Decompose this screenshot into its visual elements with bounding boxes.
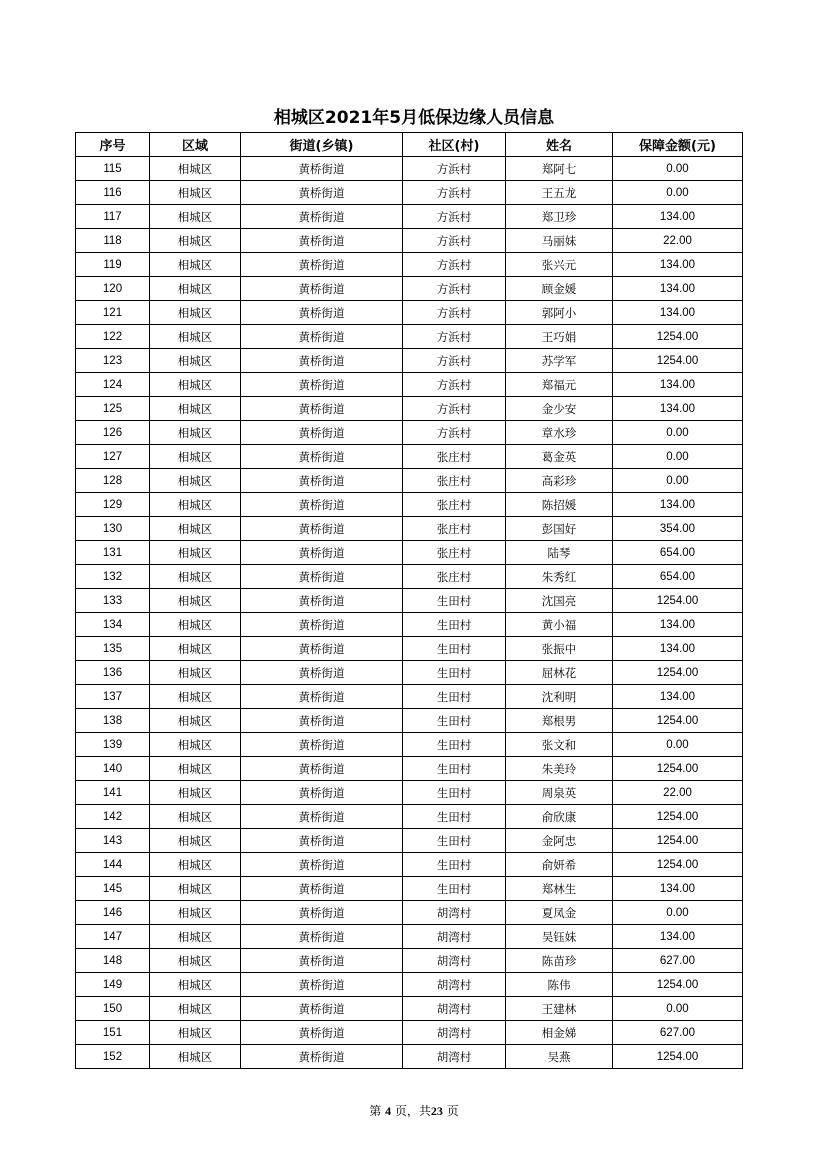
cell-name: 顾金媛 (506, 277, 613, 301)
cell-community: 生田村 (403, 685, 506, 709)
cell-street: 黄桥街道 (241, 805, 403, 829)
table-row (76, 253, 743, 277)
cell-amount: 0.00 (613, 181, 743, 205)
cell-district: 相城区 (150, 445, 241, 469)
cell-amount: 354.00 (613, 517, 743, 541)
cell-street: 黄桥街道 (241, 733, 403, 757)
cell-amount: 0.00 (613, 421, 743, 445)
cell-amount: 134.00 (613, 685, 743, 709)
cell-seq: 140 (76, 757, 150, 781)
cell-name: 陈苗珍 (506, 949, 613, 973)
cell-seq: 134 (76, 613, 150, 637)
cell-district: 相城区 (150, 1045, 241, 1069)
cell-street: 黄桥街道 (241, 469, 403, 493)
cell-name: 俞妍希 (506, 853, 613, 877)
table-row (76, 901, 743, 925)
cell-community: 张庄村 (403, 517, 506, 541)
cell-district: 相城区 (150, 469, 241, 493)
cell-name: 相金娣 (506, 1021, 613, 1045)
cell-amount: 134.00 (613, 301, 743, 325)
footer-middle: 页，共 (394, 1104, 431, 1118)
cell-district: 相城区 (150, 1021, 241, 1045)
cell-community: 生田村 (403, 877, 506, 901)
cell-seq: 135 (76, 637, 150, 661)
cell-community: 胡湾村 (403, 1021, 506, 1045)
cell-seq: 120 (76, 277, 150, 301)
cell-street: 黄桥街道 (241, 325, 403, 349)
table-row (76, 925, 743, 949)
cell-name: 俞欣康 (506, 805, 613, 829)
cell-street: 黄桥街道 (241, 253, 403, 277)
column-header-seq: 序号 (76, 133, 150, 157)
table-row (76, 157, 743, 181)
table-row (76, 277, 743, 301)
cell-seq: 131 (76, 541, 150, 565)
table-row (76, 757, 743, 781)
cell-street: 黄桥街道 (241, 517, 403, 541)
cell-district: 相城区 (150, 757, 241, 781)
cell-street: 黄桥街道 (241, 445, 403, 469)
cell-name: 周泉英 (506, 781, 613, 805)
cell-street: 黄桥街道 (241, 493, 403, 517)
cell-amount: 0.00 (613, 469, 743, 493)
cell-district: 相城区 (150, 997, 241, 1021)
cell-amount: 22.00 (613, 781, 743, 805)
cell-district: 相城区 (150, 349, 241, 373)
cell-district: 相城区 (150, 181, 241, 205)
cell-amount: 134.00 (613, 373, 743, 397)
cell-district: 相城区 (150, 325, 241, 349)
cell-name: 苏学军 (506, 349, 613, 373)
cell-district: 相城区 (150, 709, 241, 733)
cell-street: 黄桥街道 (241, 229, 403, 253)
cell-amount: 134.00 (613, 205, 743, 229)
cell-name: 高彩珍 (506, 469, 613, 493)
cell-street: 黄桥街道 (241, 829, 403, 853)
cell-district: 相城区 (150, 877, 241, 901)
table-row (76, 565, 743, 589)
cell-district: 相城区 (150, 421, 241, 445)
cell-community: 胡湾村 (403, 973, 506, 997)
cell-community: 方浜村 (403, 397, 506, 421)
cell-amount: 134.00 (613, 277, 743, 301)
cell-seq: 126 (76, 421, 150, 445)
cell-amount: 1254.00 (613, 757, 743, 781)
cell-name: 马丽妹 (506, 229, 613, 253)
cell-seq: 151 (76, 1021, 150, 1045)
cell-name: 朱秀红 (506, 565, 613, 589)
table-header-row (76, 133, 743, 157)
cell-community: 胡湾村 (403, 925, 506, 949)
table-row (76, 181, 743, 205)
cell-community: 方浜村 (403, 373, 506, 397)
cell-district: 相城区 (150, 613, 241, 637)
cell-amount: 1254.00 (613, 589, 743, 613)
cell-community: 方浜村 (403, 325, 506, 349)
cell-district: 相城区 (150, 517, 241, 541)
cell-street: 黄桥街道 (241, 853, 403, 877)
cell-seq: 142 (76, 805, 150, 829)
cell-seq: 128 (76, 469, 150, 493)
cell-name: 王巧娟 (506, 325, 613, 349)
cell-seq: 133 (76, 589, 150, 613)
cell-street: 黄桥街道 (241, 205, 403, 229)
cell-street: 黄桥街道 (241, 949, 403, 973)
table-row (76, 229, 743, 253)
table-row (76, 1045, 743, 1069)
cell-community: 方浜村 (403, 157, 506, 181)
table-row (76, 877, 743, 901)
cell-seq: 123 (76, 349, 150, 373)
cell-community: 方浜村 (403, 349, 506, 373)
table-row (76, 805, 743, 829)
cell-name: 郑阿七 (506, 157, 613, 181)
cell-seq: 141 (76, 781, 150, 805)
cell-seq: 117 (76, 205, 150, 229)
cell-district: 相城区 (150, 637, 241, 661)
cell-community: 生田村 (403, 757, 506, 781)
cell-district: 相城区 (150, 205, 241, 229)
cell-amount: 1254.00 (613, 349, 743, 373)
table-row (76, 421, 743, 445)
table-row (76, 373, 743, 397)
cell-district: 相城区 (150, 973, 241, 997)
cell-seq: 150 (76, 997, 150, 1021)
cell-street: 黄桥街道 (241, 541, 403, 565)
cell-street: 黄桥街道 (241, 661, 403, 685)
table-row (76, 205, 743, 229)
cell-community: 张庄村 (403, 565, 506, 589)
cell-name: 陈伟 (506, 973, 613, 997)
cell-community: 张庄村 (403, 493, 506, 517)
cell-street: 黄桥街道 (241, 565, 403, 589)
cell-seq: 152 (76, 1045, 150, 1069)
cell-district: 相城区 (150, 853, 241, 877)
cell-seq: 115 (76, 157, 150, 181)
cell-amount: 627.00 (613, 1021, 743, 1045)
cell-district: 相城区 (150, 277, 241, 301)
table-row (76, 829, 743, 853)
table-row (76, 493, 743, 517)
table-row (76, 613, 743, 637)
cell-seq: 122 (76, 325, 150, 349)
cell-name: 金阿忠 (506, 829, 613, 853)
footer-prefix: 第 (369, 1104, 382, 1118)
table-row (76, 469, 743, 493)
cell-name: 张振中 (506, 637, 613, 661)
cell-seq: 121 (76, 301, 150, 325)
cell-community: 方浜村 (403, 301, 506, 325)
table-row (76, 637, 743, 661)
cell-district: 相城区 (150, 397, 241, 421)
cell-street: 黄桥街道 (241, 757, 403, 781)
cell-amount: 134.00 (613, 877, 743, 901)
cell-name: 夏凤金 (506, 901, 613, 925)
footer-suffix: 页 (446, 1104, 459, 1118)
cell-amount: 134.00 (613, 493, 743, 517)
cell-community: 胡湾村 (403, 997, 506, 1021)
cell-name: 朱美玲 (506, 757, 613, 781)
cell-name: 屈林花 (506, 661, 613, 685)
cell-name: 郑卫珍 (506, 205, 613, 229)
cell-community: 方浜村 (403, 181, 506, 205)
cell-district: 相城区 (150, 229, 241, 253)
table-row (76, 325, 743, 349)
column-header-amount: 保障金额(元) (613, 133, 743, 157)
cell-amount: 0.00 (613, 997, 743, 1021)
cell-street: 黄桥街道 (241, 925, 403, 949)
cell-community: 生田村 (403, 709, 506, 733)
column-header-district: 区域 (150, 133, 241, 157)
cell-district: 相城区 (150, 661, 241, 685)
table-row (76, 781, 743, 805)
cell-community: 生田村 (403, 781, 506, 805)
cell-amount: 1254.00 (613, 325, 743, 349)
cell-street: 黄桥街道 (241, 157, 403, 181)
cell-community: 生田村 (403, 661, 506, 685)
cell-street: 黄桥街道 (241, 1021, 403, 1045)
cell-seq: 129 (76, 493, 150, 517)
cell-community: 方浜村 (403, 253, 506, 277)
cell-community: 胡湾村 (403, 949, 506, 973)
cell-seq: 149 (76, 973, 150, 997)
cell-street: 黄桥街道 (241, 613, 403, 637)
cell-seq: 143 (76, 829, 150, 853)
cell-district: 相城区 (150, 157, 241, 181)
cell-street: 黄桥街道 (241, 349, 403, 373)
cell-seq: 136 (76, 661, 150, 685)
table-row (76, 733, 743, 757)
cell-street: 黄桥街道 (241, 709, 403, 733)
cell-name: 郑福元 (506, 373, 613, 397)
cell-community: 张庄村 (403, 445, 506, 469)
cell-community: 张庄村 (403, 541, 506, 565)
cell-community: 张庄村 (403, 469, 506, 493)
cell-district: 相城区 (150, 565, 241, 589)
cell-community: 生田村 (403, 829, 506, 853)
cell-seq: 138 (76, 709, 150, 733)
cell-seq: 118 (76, 229, 150, 253)
cell-street: 黄桥街道 (241, 637, 403, 661)
cell-amount: 1254.00 (613, 805, 743, 829)
cell-name: 沈利明 (506, 685, 613, 709)
cell-name: 王建林 (506, 997, 613, 1021)
cell-street: 黄桥街道 (241, 685, 403, 709)
cell-seq: 148 (76, 949, 150, 973)
table-row (76, 973, 743, 997)
cell-amount: 0.00 (613, 445, 743, 469)
cell-seq: 130 (76, 517, 150, 541)
cell-street: 黄桥街道 (241, 877, 403, 901)
page-footer (0, 1102, 828, 1119)
cell-seq: 119 (76, 253, 150, 277)
table-body (76, 157, 743, 1069)
cell-name: 郑根男 (506, 709, 613, 733)
cell-amount: 627.00 (613, 949, 743, 973)
table-row (76, 685, 743, 709)
cell-district: 相城区 (150, 925, 241, 949)
cell-amount: 654.00 (613, 565, 743, 589)
cell-name: 张文和 (506, 733, 613, 757)
cell-community: 胡湾村 (403, 901, 506, 925)
cell-street: 黄桥街道 (241, 301, 403, 325)
cell-seq: 145 (76, 877, 150, 901)
cell-name: 彭国好 (506, 517, 613, 541)
table-row (76, 301, 743, 325)
cell-district: 相城区 (150, 253, 241, 277)
cell-street: 黄桥街道 (241, 181, 403, 205)
cell-amount: 1254.00 (613, 1045, 743, 1069)
cell-amount: 1254.00 (613, 853, 743, 877)
cell-district: 相城区 (150, 373, 241, 397)
cell-amount: 0.00 (613, 733, 743, 757)
cell-street: 黄桥街道 (241, 373, 403, 397)
cell-seq: 139 (76, 733, 150, 757)
cell-street: 黄桥街道 (241, 397, 403, 421)
table-row (76, 517, 743, 541)
cell-amount: 1254.00 (613, 829, 743, 853)
cell-community: 生田村 (403, 733, 506, 757)
cell-seq: 127 (76, 445, 150, 469)
table-row (76, 853, 743, 877)
column-header-street: 街道(乡镇) (241, 133, 403, 157)
cell-name: 金少安 (506, 397, 613, 421)
cell-amount: 134.00 (613, 253, 743, 277)
cell-community: 方浜村 (403, 229, 506, 253)
cell-district: 相城区 (150, 301, 241, 325)
cell-seq: 125 (76, 397, 150, 421)
cell-amount: 0.00 (613, 157, 743, 181)
cell-community: 方浜村 (403, 277, 506, 301)
cell-district: 相城区 (150, 541, 241, 565)
cell-district: 相城区 (150, 781, 241, 805)
cell-street: 黄桥街道 (241, 997, 403, 1021)
cell-district: 相城区 (150, 685, 241, 709)
table-row (76, 445, 743, 469)
cell-name: 吴钰妹 (506, 925, 613, 949)
cell-district: 相城区 (150, 589, 241, 613)
cell-amount: 22.00 (613, 229, 743, 253)
cell-district: 相城区 (150, 949, 241, 973)
cell-name: 郭阿小 (506, 301, 613, 325)
cell-amount: 1254.00 (613, 973, 743, 997)
table-row (76, 397, 743, 421)
cell-amount: 134.00 (613, 613, 743, 637)
cell-street: 黄桥街道 (241, 421, 403, 445)
table-row (76, 949, 743, 973)
cell-community: 生田村 (403, 853, 506, 877)
cell-street: 黄桥街道 (241, 277, 403, 301)
cell-street: 黄桥街道 (241, 781, 403, 805)
cell-name: 张兴元 (506, 253, 613, 277)
cell-street: 黄桥街道 (241, 589, 403, 613)
table-row (76, 349, 743, 373)
data-table (75, 132, 743, 1069)
cell-district: 相城区 (150, 901, 241, 925)
page-title: 相城区2021年5月低保边缘人员信息 (273, 108, 555, 128)
table-row (76, 661, 743, 685)
cell-community: 方浜村 (403, 421, 506, 445)
cell-amount: 654.00 (613, 541, 743, 565)
column-header-community: 社区(村) (403, 133, 506, 157)
cell-street: 黄桥街道 (241, 1045, 403, 1069)
cell-name: 陆琴 (506, 541, 613, 565)
cell-community: 方浜村 (403, 205, 506, 229)
table-row (76, 709, 743, 733)
table-row (76, 1021, 743, 1045)
cell-name: 吴燕 (506, 1045, 613, 1069)
cell-community: 生田村 (403, 637, 506, 661)
footer-page-number: 4 (385, 1104, 392, 1118)
cell-amount: 0.00 (613, 901, 743, 925)
cell-seq: 124 (76, 373, 150, 397)
column-header-name: 姓名 (506, 133, 613, 157)
cell-district: 相城区 (150, 829, 241, 853)
cell-name: 黄小福 (506, 613, 613, 637)
cell-seq: 146 (76, 901, 150, 925)
cell-amount: 1254.00 (613, 661, 743, 685)
cell-street: 黄桥街道 (241, 901, 403, 925)
cell-amount: 134.00 (613, 637, 743, 661)
cell-seq: 144 (76, 853, 150, 877)
cell-amount: 1254.00 (613, 709, 743, 733)
cell-community: 生田村 (403, 805, 506, 829)
cell-seq: 116 (76, 181, 150, 205)
cell-name: 王五龙 (506, 181, 613, 205)
cell-street: 黄桥街道 (241, 973, 403, 997)
table-row (76, 541, 743, 565)
cell-community: 生田村 (403, 589, 506, 613)
cell-seq: 137 (76, 685, 150, 709)
cell-community: 胡湾村 (403, 1045, 506, 1069)
cell-name: 章水珍 (506, 421, 613, 445)
cell-seq: 147 (76, 925, 150, 949)
cell-seq: 132 (76, 565, 150, 589)
table-row (76, 997, 743, 1021)
footer-total-pages: 23 (430, 1104, 443, 1118)
cell-name: 郑林生 (506, 877, 613, 901)
cell-district: 相城区 (150, 733, 241, 757)
cell-district: 相城区 (150, 805, 241, 829)
cell-name: 葛金英 (506, 445, 613, 469)
cell-name: 沈国亮 (506, 589, 613, 613)
cell-name: 陈招媛 (506, 493, 613, 517)
cell-amount: 134.00 (613, 925, 743, 949)
cell-community: 生田村 (403, 613, 506, 637)
cell-amount: 134.00 (613, 397, 743, 421)
table-row (76, 589, 743, 613)
cell-district: 相城区 (150, 493, 241, 517)
